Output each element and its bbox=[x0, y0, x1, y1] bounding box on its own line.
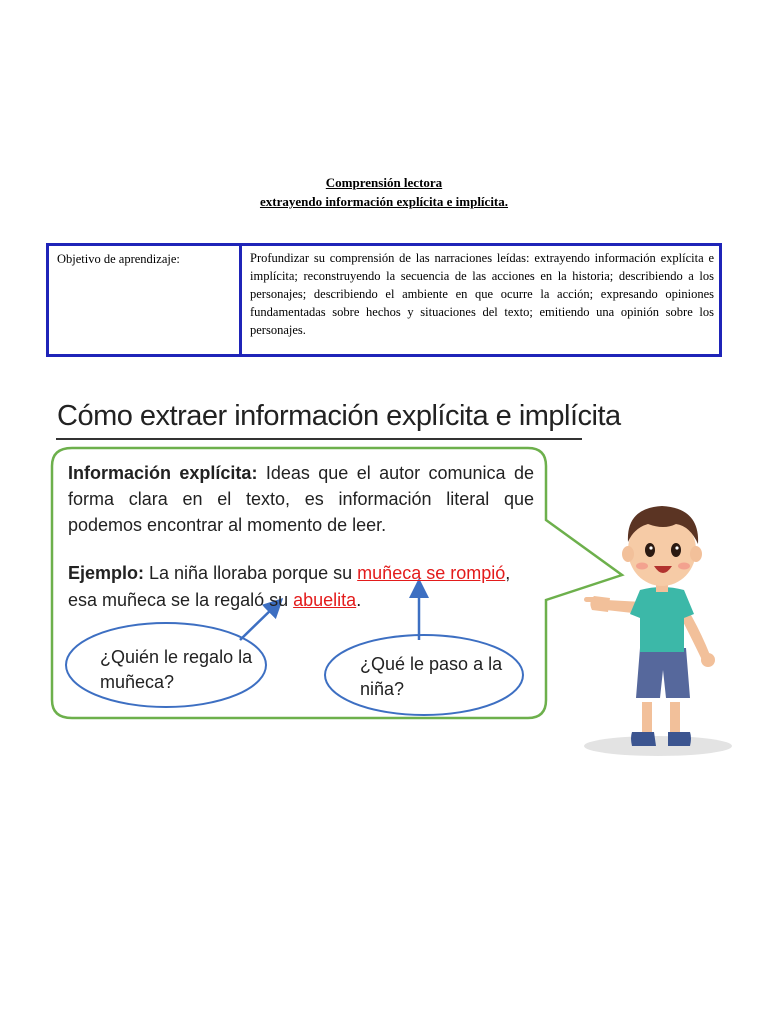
example-sentence bbox=[68, 560, 538, 614]
infographic-heading: Cómo extraer información explícita e implícita bbox=[57, 400, 621, 432]
objective-text: Profundizar su comprensión de las narraciones leídas: extrayendo información explícita e implícita; reconstruyendo la secuencia de las acciones en la historia; describiendo a los personajes; describiendo el ambiente en que ocurre la acción; expresando opiniones fundamentadas sobre hechos y situaciones del texto; emitiendo una opinión sobre los personajes. bbox=[250, 251, 714, 337]
question-1: ¿Quién le regalo la muñeca? bbox=[100, 647, 253, 692]
shadow bbox=[584, 736, 732, 756]
example-text-2: , esa muñeca se la regaló su bbox=[68, 563, 511, 610]
document-title: Comprensión lectora bbox=[325, 175, 443, 190]
highlight-muneca: muñeca se rompió bbox=[357, 563, 506, 583]
boy-illustration bbox=[578, 480, 738, 765]
question-2: ¿Qué le paso a la niña? bbox=[360, 654, 503, 699]
highlight-abuelita: abuelita bbox=[293, 590, 357, 610]
left-shoe bbox=[631, 732, 656, 746]
left-leg bbox=[642, 702, 652, 736]
explicit-term: Información explícita: bbox=[68, 463, 258, 483]
document-subtitle: extrayendo información explícita e implícita. bbox=[259, 194, 509, 209]
example-term: Ejemplo: bbox=[68, 563, 145, 583]
objective-label: Objetivo de aprendizaje: bbox=[49, 246, 242, 354]
right-shoe bbox=[668, 732, 691, 746]
right-eye bbox=[671, 543, 681, 557]
example-text-1: La niña lloraba porque su bbox=[144, 563, 358, 583]
example-text-end: . bbox=[356, 590, 362, 610]
right-leg bbox=[670, 702, 680, 736]
shorts bbox=[636, 648, 690, 698]
explicit-definition-text: Ideas que el autor comunica de forma clara en el texto, es información literal que podemos encontrar al momento de leer. bbox=[68, 463, 534, 535]
left-eye bbox=[645, 543, 655, 557]
explicit-definition bbox=[68, 460, 534, 538]
